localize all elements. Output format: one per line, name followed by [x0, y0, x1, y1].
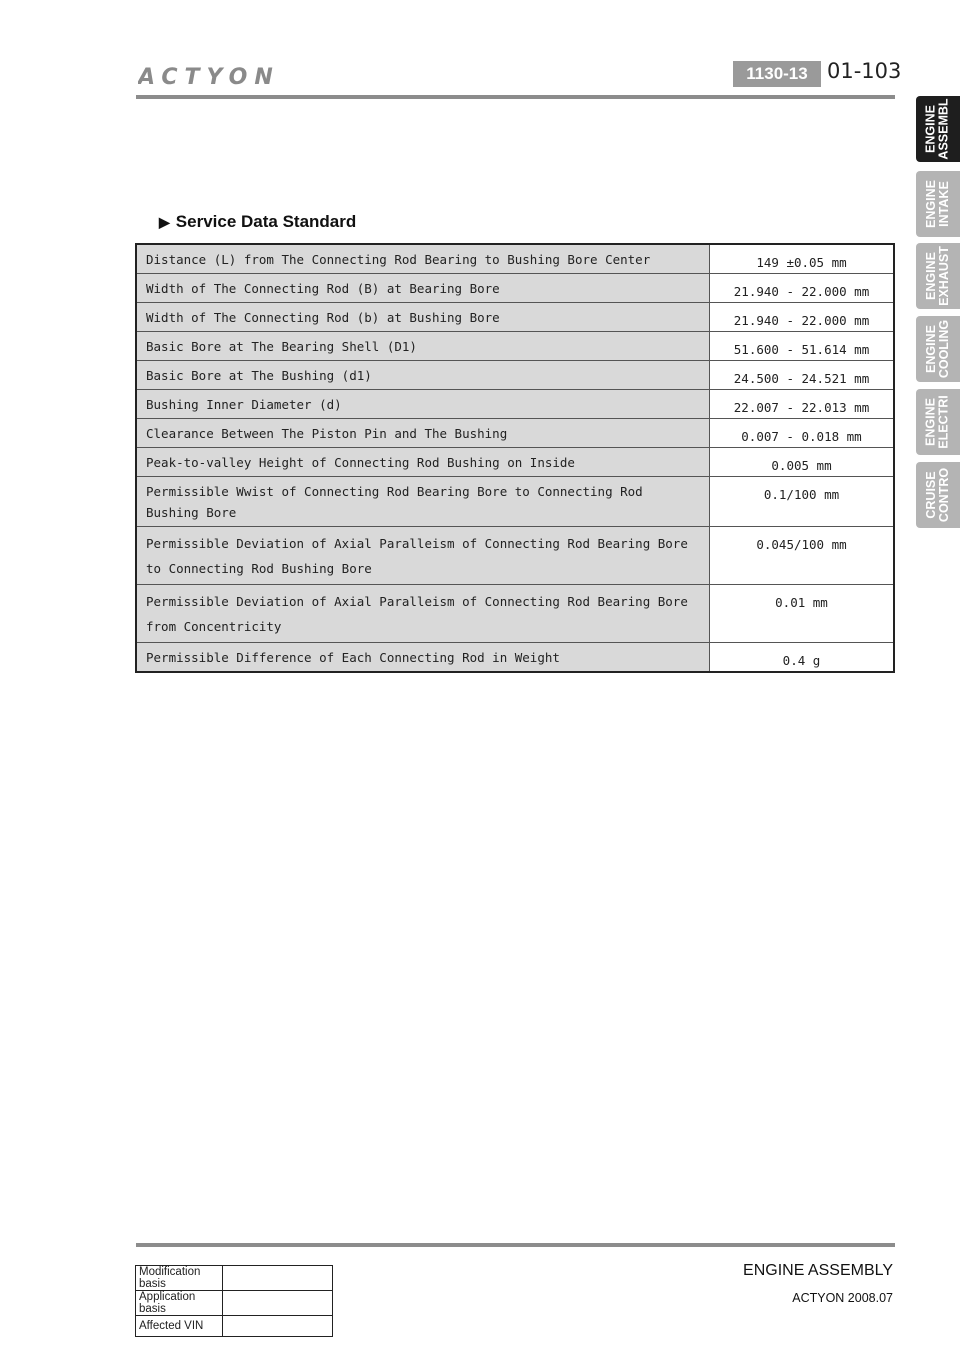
- table-row: [136, 1316, 333, 1337]
- parameter-cell: Permissible Wwist of Connecting Rod Bearing Bore to Connecting Rod Bushing Bore: [136, 477, 710, 527]
- value-cell: 149 ±0.05 mm: [710, 244, 895, 274]
- section-title-text: Service Data Standard: [175, 212, 357, 231]
- table-row: [136, 274, 894, 303]
- tab-engine-intake[interactable]: ENGINE INTAKE: [916, 171, 960, 237]
- value-cell: 0.1/100 mm: [710, 477, 895, 527]
- svg-text:ACTYON: ACTYON: [138, 65, 280, 90]
- modification-table: [135, 1265, 333, 1337]
- tab-engine-cooling[interactable]: ENGINE COOLING: [916, 316, 960, 382]
- affected-vin-value: [223, 1316, 333, 1337]
- value-cell: 21.940 - 22.000 mm: [710, 303, 895, 332]
- tab-engine-assembly[interactable]: ENGINE ASSEMBL: [916, 96, 960, 162]
- parameter-cell: Width of The Connecting Rod (b) at Bushing Bore: [136, 303, 710, 332]
- modification-basis-label: Modification basis: [136, 1266, 223, 1291]
- modification-basis-value: [223, 1266, 333, 1291]
- table-row: [136, 477, 894, 527]
- parameter-cell: Bushing Inner Diameter (d): [136, 390, 710, 419]
- value-cell: 0.005 mm: [710, 448, 895, 477]
- application-basis-label: Application basis: [136, 1291, 223, 1316]
- footer-divider: [136, 1243, 895, 1247]
- parameter-cell: Basic Bore at The Bearing Shell (D1): [136, 332, 710, 361]
- table-row: [136, 361, 894, 390]
- parameter-cell: Peak-to-valley Height of Connecting Rod Bushing on Inside: [136, 448, 710, 477]
- footer-model-date: ACTYON 2008.07: [792, 1291, 893, 1305]
- parameter-cell: Permissible Difference of Each Connecting Rod in Weight: [136, 643, 710, 673]
- tab-cruise-control[interactable]: CRUISE CONTRO: [916, 462, 960, 528]
- table-row: [136, 643, 894, 673]
- table-row: [136, 448, 894, 477]
- table-row: [136, 244, 894, 274]
- parameter-cell: Permissible Deviation of Axial Paralleism of Connecting Rod Bearing Bore from Concentricity: [136, 585, 710, 643]
- parameter-cell: Basic Bore at The Bushing (d1): [136, 361, 710, 390]
- tab-engine-electrical[interactable]: ENGINE ELECTRI: [916, 389, 960, 455]
- value-cell: 0.4 g: [710, 643, 895, 673]
- table-row: [136, 303, 894, 332]
- parameter-cell: Permissible Deviation of Axial Paralleism of Connecting Rod Bearing Bore to Connecting Rod Bushing Bore: [136, 527, 710, 585]
- page-number: 01-103: [827, 59, 902, 83]
- table-row: [136, 1291, 333, 1316]
- table-row: [136, 419, 894, 448]
- table-row: [136, 527, 894, 585]
- parameter-cell: Width of The Connecting Rod (B) at Bearing Bore: [136, 274, 710, 303]
- value-cell: 24.500 - 24.521 mm: [710, 361, 895, 390]
- parameter-cell: Clearance Between The Piston Pin and The Bushing: [136, 419, 710, 448]
- parameter-cell: Distance (L) from The Connecting Rod Bearing to Bushing Bore Center: [136, 244, 710, 274]
- actyon-logo: [138, 64, 298, 90]
- application-basis-value: [223, 1291, 333, 1316]
- footer-chapter-title: ENGINE ASSEMBLY: [743, 1262, 893, 1279]
- triangle-right-icon: ▶: [159, 214, 170, 230]
- section-code-badge: 1130-13: [733, 61, 821, 87]
- tab-engine-exhaust[interactable]: ENGINE EXHAUST: [916, 243, 960, 309]
- table-row: [136, 1266, 333, 1291]
- service-data-table: [135, 243, 895, 673]
- value-cell: 0.045/100 mm: [710, 527, 895, 585]
- section-heading: [159, 212, 356, 232]
- table-row: [136, 332, 894, 361]
- header-divider: [136, 95, 895, 99]
- value-cell: 51.600 - 51.614 mm: [710, 332, 895, 361]
- value-cell: 21.940 - 22.000 mm: [710, 274, 895, 303]
- table-row: [136, 390, 894, 419]
- table-row: [136, 585, 894, 643]
- value-cell: 0.007 - 0.018 mm: [710, 419, 895, 448]
- value-cell: 0.01 mm: [710, 585, 895, 643]
- value-cell: 22.007 - 22.013 mm: [710, 390, 895, 419]
- affected-vin-label: Affected VIN: [136, 1316, 223, 1337]
